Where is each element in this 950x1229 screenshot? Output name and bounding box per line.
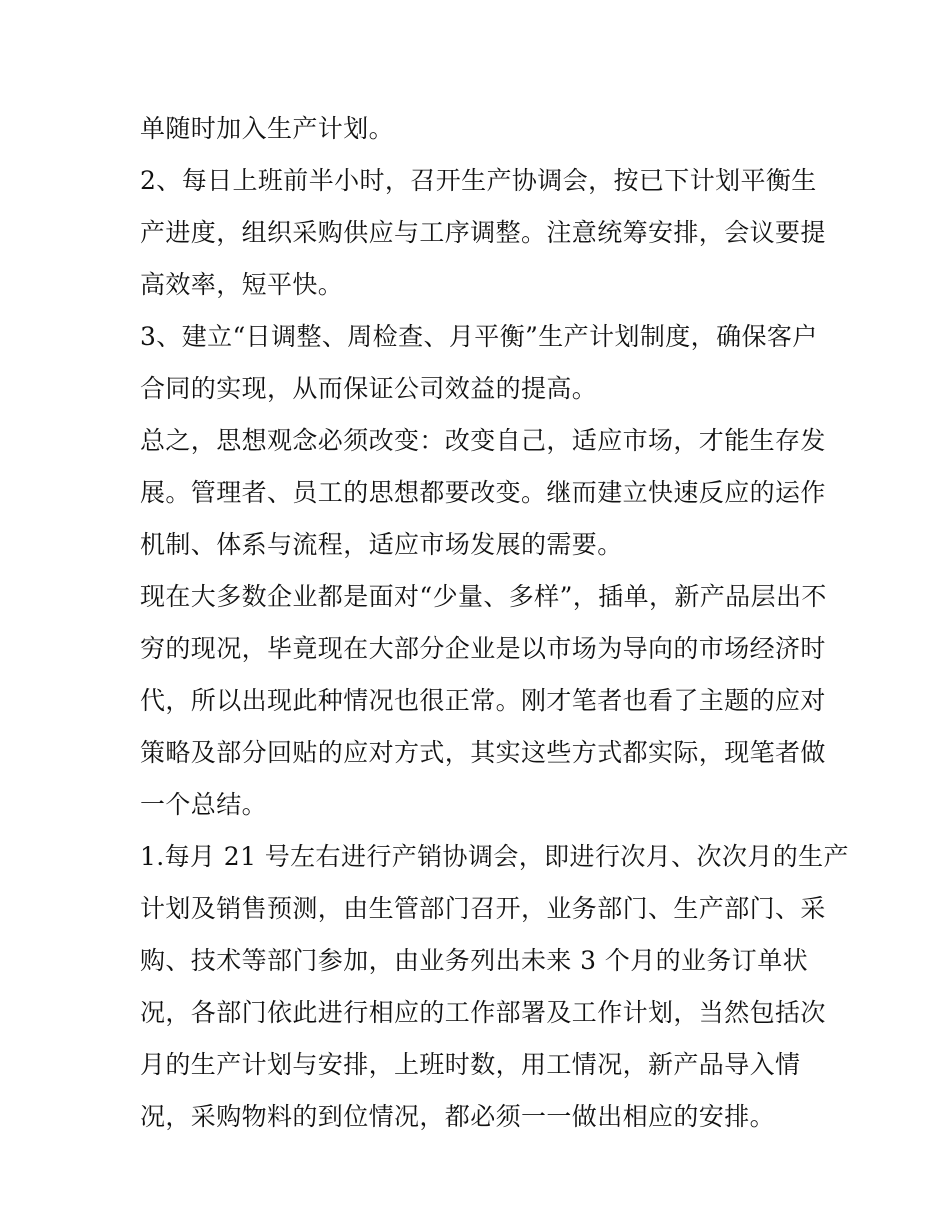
text-line: 月的生产计划与安排，上班时数，用工情况，新产品导入情	[140, 1050, 801, 1079]
text-line: 况，各部门依此进行相应的工作部署及工作计划，当然包括次	[140, 998, 826, 1027]
document-body	[140, 103, 849, 1143]
text-line: 展。管理者、员工的思想都要改变。继而建立快速反应的运作	[140, 478, 826, 507]
text-line: 合同的实现，从而保证公司效益的提高。	[140, 374, 598, 403]
text-line: 高效率，短平快。	[140, 270, 344, 299]
text-line: 总之，思想观念必须改变：改变自己，适应市场，才能生存发	[140, 426, 826, 455]
text-line: 况，采购物料的到位情况，都必须一一做出相应的安排。	[140, 1102, 776, 1131]
text-line: 计划及销售预测，由生管部门召开，业务部门、生产部门、采	[140, 894, 826, 923]
text-line: 现在大多数企业都是面对“少量、多样”，插单，新产品层出不	[140, 582, 827, 611]
text-line: 策略及部分回贴的应对方式，其实这些方式都实际，现笔者做	[140, 738, 826, 767]
text-line: 一个总结。	[140, 790, 268, 819]
text-line: 代，所以出现此种情况也很正常。刚才笔者也看了主题的应对	[140, 686, 826, 715]
text-line: 2、每日上班前半小时，召开生产协调会，按已下计划平衡生	[140, 166, 817, 195]
text-line: 机制、体系与流程，适应市场发展的需要。	[140, 530, 623, 559]
text-line: 单随时加入生产计划。	[140, 114, 395, 143]
text-line: 产进度，组织采购供应与工序调整。注意统筹安排，会议要提	[140, 218, 826, 247]
text-line: 1.每月 21 号左右进行产销协调会，即进行次月、次次月的生产	[140, 842, 849, 871]
text-line: 购、技术等部门参加，由业务列出未来 3 个月的业务订单状	[140, 946, 809, 975]
text-line: 3、建立“日调整、周检查、月平衡”生产计划制度，确保客户	[140, 322, 818, 351]
text-line: 穷的现况，毕竟现在大部分企业是以市场为导向的市场经济时	[140, 634, 826, 663]
